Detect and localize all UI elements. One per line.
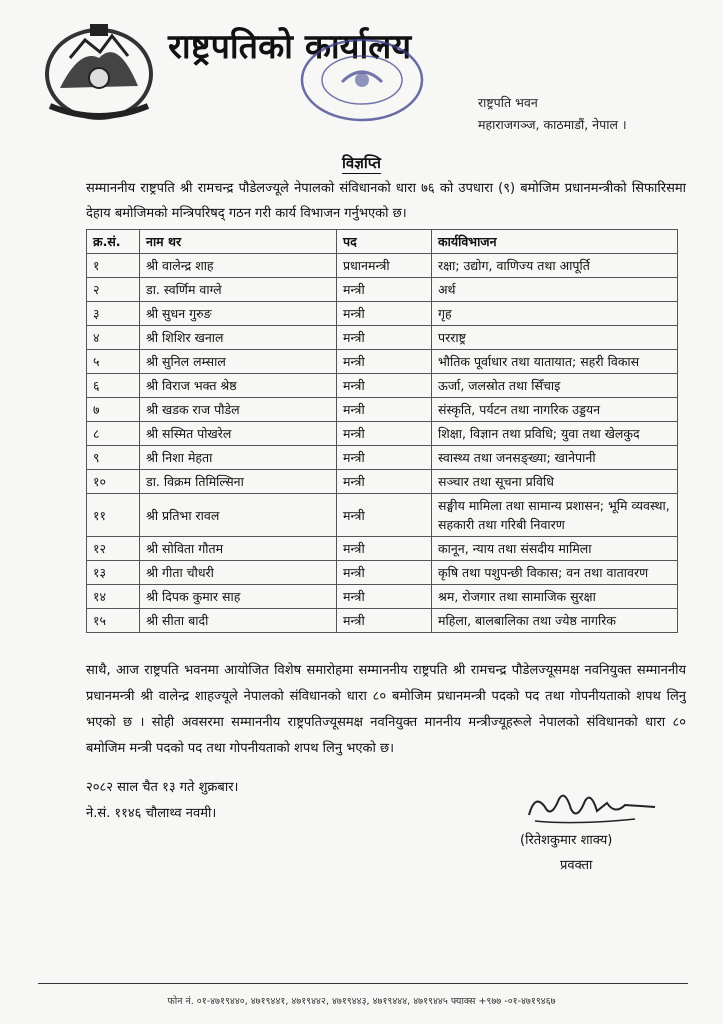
closing-paragraph: साथै, आज राष्ट्रपति भवनमा आयोजित विशेष समारोहमा सम्माननीय राष्ट्रपति श्री रामचन्द्र पौडेलज्यूसमक्ष नवनियुक्त सम्माननीय प्रधानमन्त्री श्री वालेन्द्र शाहज्यूले नेपालको संविधानको धारा ८० बमोजिम प्रधानमन्त्री पदको पद तथा गोपनीयताको शपथ लिनु भएको छ । सोही अवसरमा सम्माननीय राष्ट्रपतिज्यूसमक्ष नवनियुक्त माननीय मन्त्रीज्यूहरूले नेपालको संविधानको धारा ८० बमोजिम मन्त्री पदको पद तथा गोपनीयताको शपथ लिनु भएको छ। <box>86 663 686 756</box>
table-row <box>87 398 678 422</box>
cell-portfolio: कानून, न्याय तथा संसदीय मामिला <box>432 537 678 561</box>
cell-post: मन्त्री <box>337 609 432 633</box>
cell-portfolio: गृह <box>432 302 678 326</box>
signatory-title: प्रवक्ता <box>560 858 593 873</box>
cell-serial: २ <box>87 278 140 302</box>
signatory-name: (रितेशकुमार शाक्य) <box>520 833 613 848</box>
cell-name: श्री सोविता गौतम <box>140 537 337 561</box>
table-row <box>87 561 678 585</box>
cell-name: श्री सुधन गुरुङ <box>140 302 337 326</box>
cell-serial: ९ <box>87 446 140 470</box>
cell-portfolio: महिला, बालबालिका तथा ज्येष्ठ नागरिक <box>432 609 678 633</box>
notice-intro: सम्माननीय राष्ट्रपति श्री रामचन्द्र पौडेलज्यूले नेपालको संविधानको धारा ७६ को उपधारा (९) बमोजिम प्रधानमन्त्रीको सिफारिसमा देहाय बमोजिमको मन्त्रिपरिषद् गठन गरी कार्य विभाजन गर्नुभएको छ। <box>86 181 686 221</box>
table-row <box>87 278 678 302</box>
cell-serial: १५ <box>87 609 140 633</box>
cell-name: श्री प्रतिभा रावल <box>140 494 337 537</box>
table-row <box>87 422 678 446</box>
table-row <box>87 350 678 374</box>
cell-portfolio: रक्षा; उद्योग, वाणिज्य तथा आपूर्ति <box>432 254 678 278</box>
cell-portfolio: अर्थ <box>432 278 678 302</box>
cell-serial: ६ <box>87 374 140 398</box>
notice-title: विज्ञप्ति <box>342 154 381 172</box>
cell-serial: ४ <box>87 326 140 350</box>
cell-name: डा. स्वर्णिम वाग्ले <box>140 278 337 302</box>
cell-post: मन्त्री <box>337 302 432 326</box>
cell-portfolio: सञ्चार तथा सूचना प्रविधि <box>432 470 678 494</box>
address-line-2: महाराजगञ्ज, काठमाडौं, नेपाल । <box>478 117 627 132</box>
cell-serial: ३ <box>87 302 140 326</box>
cell-post: मन्त्री <box>337 326 432 350</box>
header-post: पद <box>337 230 432 254</box>
date-line-1: २०८२ साल चैत १३ गते शुक्रबार। <box>86 780 239 795</box>
header-portfolio: कार्यविभाजन <box>432 230 678 254</box>
cell-name: श्री विराज भक्त श्रेष्ठ <box>140 374 337 398</box>
cell-post: मन्त्री <box>337 494 432 537</box>
table-row <box>87 302 678 326</box>
cell-post: मन्त्री <box>337 374 432 398</box>
table-row <box>87 609 678 633</box>
cell-post: प्रधानमन्त्री <box>337 254 432 278</box>
signature-icon <box>515 785 665 835</box>
cell-name: श्री वालेन्द्र शाह <box>140 254 337 278</box>
cell-post: मन्त्री <box>337 350 432 374</box>
cell-serial: १३ <box>87 561 140 585</box>
table-row <box>87 254 678 278</box>
header-serial: क्र.सं. <box>87 230 140 254</box>
cell-name: श्री सस्मित पोखरेल <box>140 422 337 446</box>
emblem-icon <box>40 18 158 126</box>
cell-post: मन्त्री <box>337 398 432 422</box>
cell-portfolio: संस्कृति, पर्यटन तथा नागरिक उड्डयन <box>432 398 678 422</box>
cell-portfolio: सङ्घीय मामिला तथा सामान्य प्रशासन; भूमि व्यवस्था, सहकारी तथा गरिबी निवारण <box>432 494 678 537</box>
cell-name: श्री शिशिर खनाल <box>140 326 337 350</box>
table-body <box>87 254 678 633</box>
cell-portfolio: भौतिक पूर्वाधार तथा यातायात; सहरी विकास <box>432 350 678 374</box>
table-row <box>87 537 678 561</box>
date-block <box>86 775 238 827</box>
cell-name: श्री निशा मेहता <box>140 446 337 470</box>
table-row <box>87 494 678 537</box>
cell-serial: ७ <box>87 398 140 422</box>
cell-serial: ५ <box>87 350 140 374</box>
footer-divider <box>38 983 688 984</box>
cell-portfolio: ऊर्जा, जलस्रोत तथा सिँचाइ <box>432 374 678 398</box>
cell-serial: ११ <box>87 494 140 537</box>
cell-name: श्री सुनिल लम्साल <box>140 350 337 374</box>
cell-portfolio: शिक्षा, विज्ञान तथा प्रविधि; युवा तथा खेलकुद <box>432 422 678 446</box>
cell-portfolio: स्वास्थ्य तथा जनसङ्ख्या; खानेपानी <box>432 446 678 470</box>
cell-post: मन्त्री <box>337 470 432 494</box>
cell-serial: १४ <box>87 585 140 609</box>
cell-portfolio: कृषि तथा पशुपन्छी विकास; वन तथा वातावरण <box>432 561 678 585</box>
table-row <box>87 374 678 398</box>
cell-serial: १० <box>87 470 140 494</box>
office-address <box>478 92 627 136</box>
cell-name: श्री सीता बादी <box>140 609 337 633</box>
cell-name: श्री गीता चौधरी <box>140 561 337 585</box>
office-stamp-icon <box>296 34 428 126</box>
cell-name: डा. विक्रम तिमिल्सिना <box>140 470 337 494</box>
header-name: नाम थर <box>140 230 337 254</box>
cell-serial: १ <box>87 254 140 278</box>
office-name: राष्ट्रपतिको कार्यालय <box>168 27 412 67</box>
cell-portfolio: परराष्ट्र <box>432 326 678 350</box>
cell-portfolio: श्रम, रोजगार तथा सामाजिक सुरक्षा <box>432 585 678 609</box>
cell-name: श्री दिपक कुमार साह <box>140 585 337 609</box>
cell-post: मन्त्री <box>337 585 432 609</box>
cell-serial: ८ <box>87 422 140 446</box>
cell-post: मन्त्री <box>337 278 432 302</box>
cell-post: मन्त्री <box>337 561 432 585</box>
cell-post: मन्त्री <box>337 422 432 446</box>
footer-contact: फोन नं. ०१-४७१९४४०, ४७१९४४१, ४७१९४४२, ४७१९४४३, ४७१९४४४, ४७१९४४५ फ्याक्स +९७७ -०१-४७१९४६७ <box>167 996 556 1007</box>
cabinet-table <box>86 229 678 633</box>
table-header-row <box>87 230 678 254</box>
date-line-2: ने.सं. ११४६ चौलाथ्व नवमी। <box>86 806 217 821</box>
cell-post: मन्त्री <box>337 446 432 470</box>
table-row <box>87 446 678 470</box>
address-line-1: राष्ट्रपति भवन <box>478 95 538 110</box>
table-row <box>87 470 678 494</box>
cell-name: श्री खडक राज पौडेल <box>140 398 337 422</box>
cell-serial: १२ <box>87 537 140 561</box>
table-row <box>87 326 678 350</box>
cell-post: मन्त्री <box>337 537 432 561</box>
table-row <box>87 585 678 609</box>
